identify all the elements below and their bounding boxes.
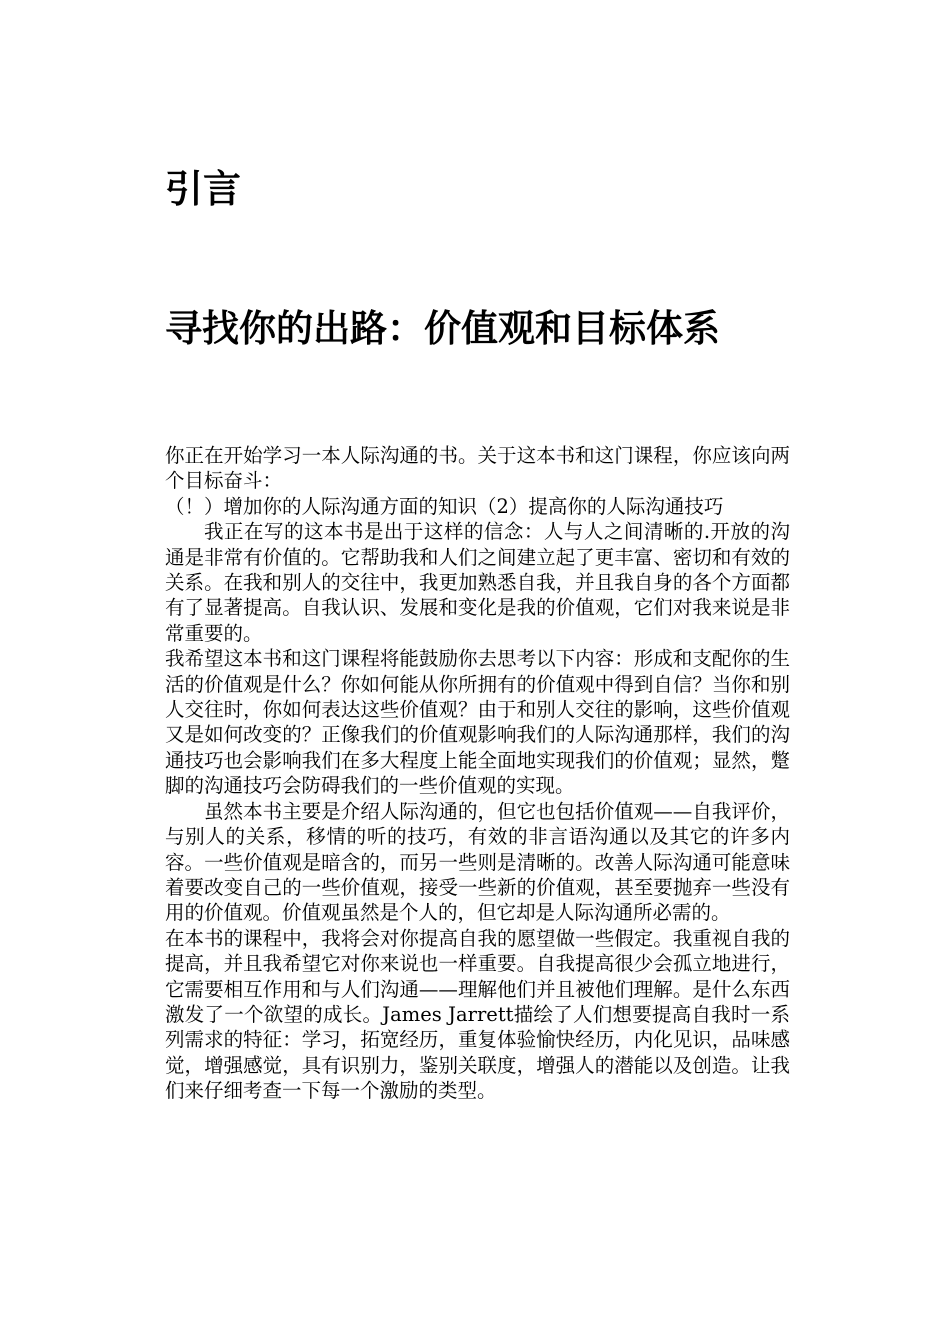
paragraph-hope: 我希望这本书和这门课程将能鼓励你去思考以下内容：形成和支配你的生活的价值观是什么？你如何能从你所拥有的价值观中得到自信？当你和别人交往时，你如何表达这些价值观？由于和别人交往的影响，这些价值观又是如何改变的？正像我们的价值观影响我们的人际沟通那样，我们的沟通技巧也会影响我们在多大程度上能全面地实现我们的价值观；显然，蹩脚的沟通技巧会防碍我们的一些价值观的实现。	[165, 647, 790, 798]
chapter-title: 寻找你的出路：价值观和目标体系	[165, 307, 720, 350]
section-heading-intro: 引言	[165, 167, 242, 211]
paragraph-values: 虽然本书主要是介绍人际沟通的，但它也包括价值观——自我评价，与别人的关系，移情的听的技巧，有效的非言语沟通以及其它的许多内容。一些价值观是暗含的，而另一些则是清晰的。改善人际沟通可能意味着要改变自己的一些价值观，接受一些新的价值观，甚至要抛弃一些没有用的价值观。价值观虽然是个人的，但它却是人际沟通所必需的。	[165, 799, 790, 925]
paragraph-goals-intro: 你正在开始学习一本人际沟通的书。关于这本书和这门课程，你应该向两个目标奋斗：	[165, 444, 790, 493]
paragraph-belief: 我正在写的这本书是出于这样的信念：人与人之间清晰的.开放的沟通是非常有价值的。它帮助我和人们之间建立起了更丰富、密切和有效的关系。在我和别人的交往中，我更加熟悉自我，并且我自身的各个方面都有了显著提高。自我认识、发展和变化是我的价值观，它们对我来说是非常重要的。	[165, 520, 790, 645]
paragraph-self-improvement: 在本书的课程中，我将会对你提高自我的愿望做一些假定。我重视自我的提高，并且我希望它对你来说也一样重要。自我提高很少会孤立地进行，它需要相互作用和与人们沟通——理解他们并且被他们理解。是什么东西激发了一个欲望的成长。James Jarrett描绘了人们想要提高自我时一系列需求的特征：学习，拓宽经历，重复体验愉快经历，内化见识，品味感觉，增强感觉，具有识别力，鉴别关联度，增强人的潜能以及创造。让我们来仔细考查一下每一个激励的类型。	[165, 926, 790, 1103]
paragraph-goals-list: （！）增加你的人际沟通方面的知识（2）提高你的人际沟通技巧	[165, 494, 724, 518]
body-text	[165, 443, 790, 1104]
